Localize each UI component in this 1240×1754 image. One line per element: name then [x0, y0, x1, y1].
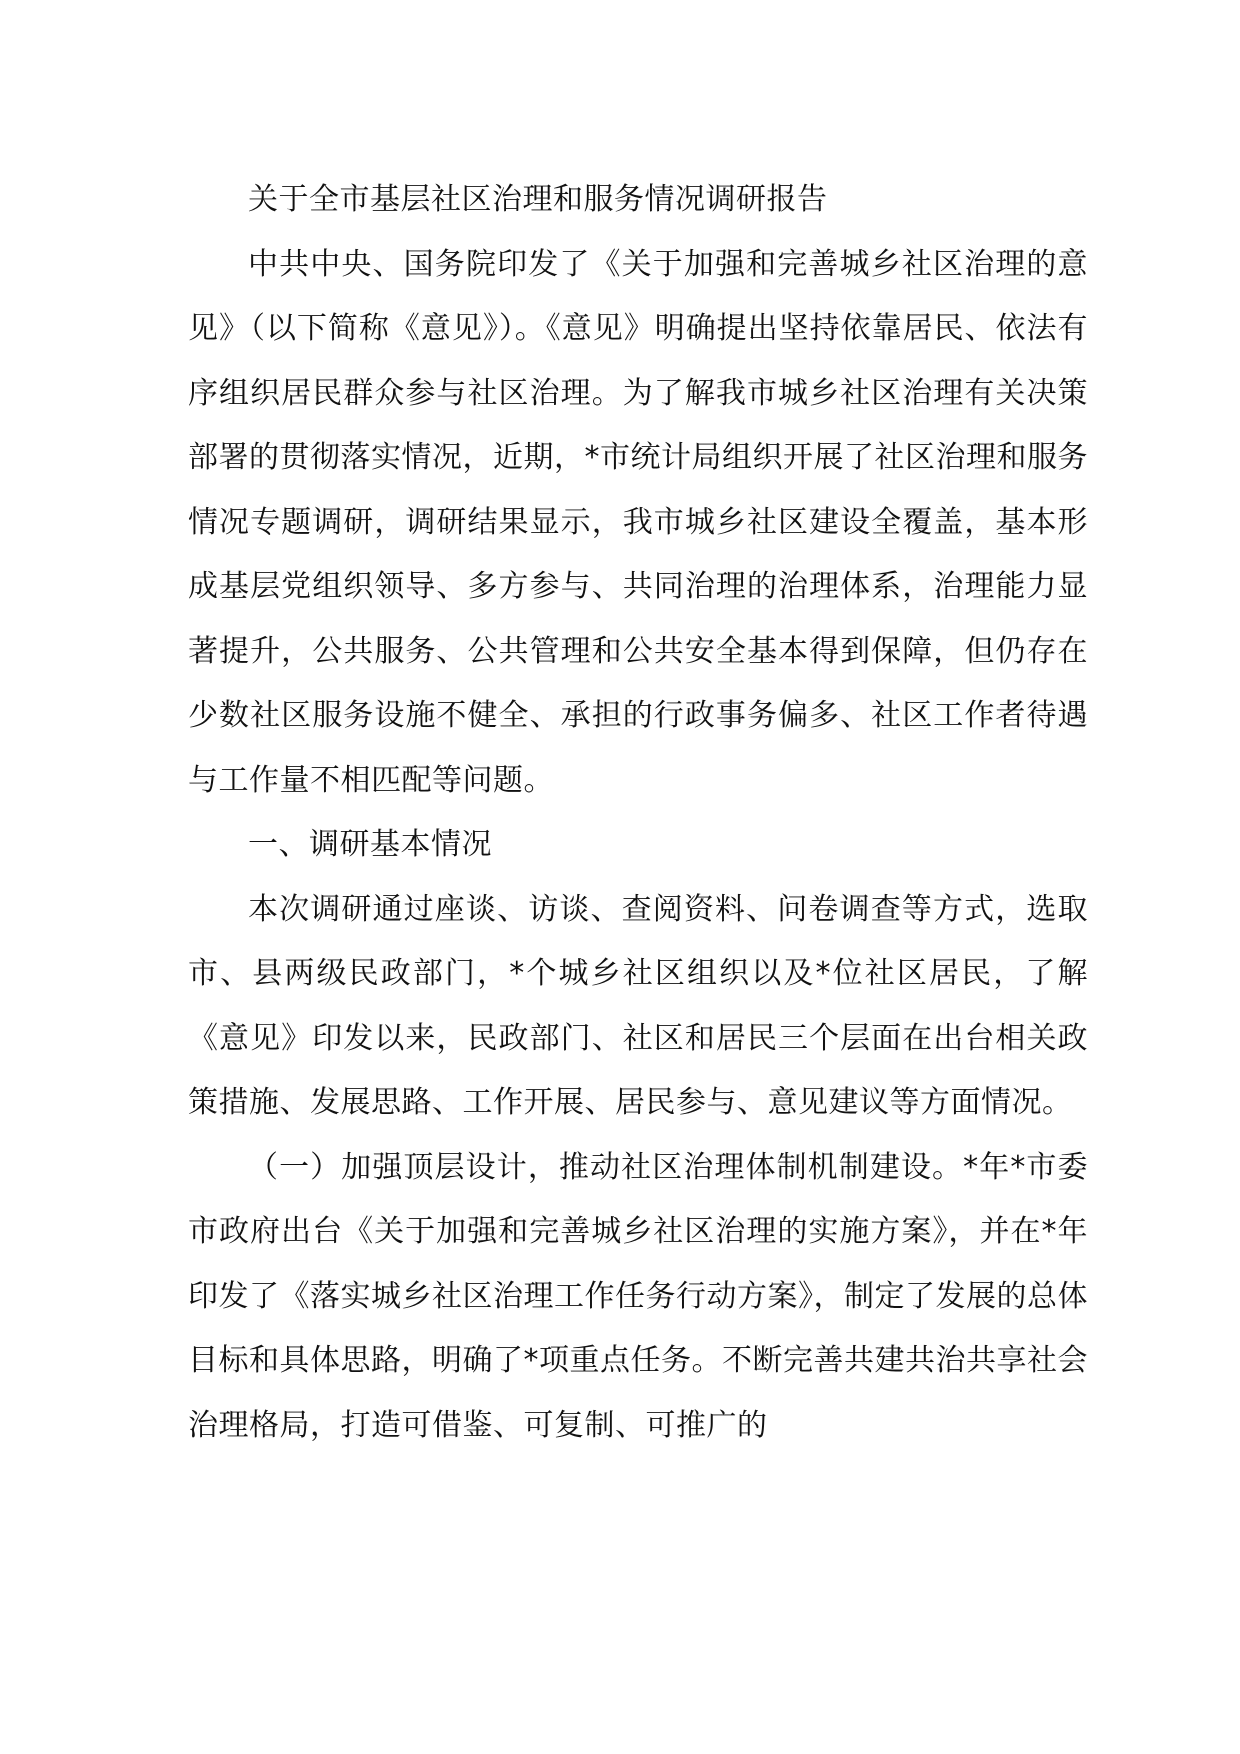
paragraph-subsection-1: （一）加强顶层设计，推动社区治理体制机制建设。*年*市委市政府出台《关于加强和完善城乡社区治理的实施方案》，并在*年印发了《落实城乡社区治理工作任务行动方案》，制定了发展的总体目标和具体思路，明确了*项重点任务。不断完善共建共治共享社会治理格局，打造可借鉴、可复制、可推广的: [188, 1149, 1088, 1443]
paragraph-survey-basics: 本次调研通过座谈、访谈、查阅资料、问卷调查等方式，选取市、县两级民政部门，*个城乡社区组织以及*位社区居民，了解《意见》印发以来，民政部门、社区和居民三个层面在出台相关政策措施、发展思路、工作开展、居民参与、意见建议等方面情况。: [188, 891, 1088, 1120]
document-title: 关于全市基层社区治理和服务情况调研报告: [248, 182, 828, 217]
document-body: [188, 168, 1088, 1458]
section-heading-1: 一、调研基本情况: [248, 827, 492, 862]
paragraph-intro: 中共中央、国务院印发了《关于加强和完善城乡社区治理的意见》（以下简称《意见》）。《意见》明确提出坚持依靠居民、依法有序组织居民群众参与社区治理。为了解我市城乡社区治理有关决策部署的贯彻落实情况，近期，*市统计局组织开展了社区治理和服务情况专题调研，调研结果显示，我市城乡社区建设全覆盖，基本形成基层党组织领导、多方参与、共同治理的治理体系，治理能力显著提升，公共服务、公共管理和公共安全基本得到保障，但仍存在少数社区服务设施不健全、承担的行政事务偏多、社区工作者待遇与工作量不相匹配等问题。: [188, 246, 1088, 798]
